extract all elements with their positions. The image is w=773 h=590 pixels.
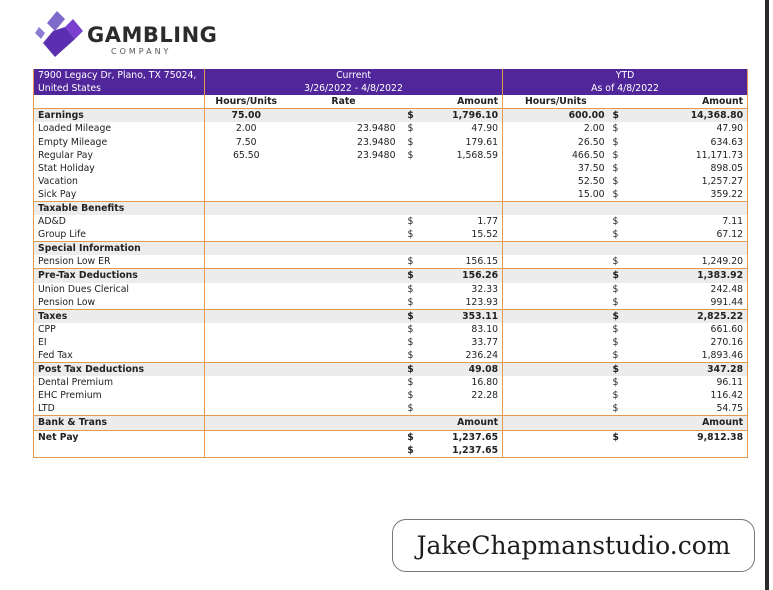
currency-symbol: $ <box>612 136 619 148</box>
company-subtitle: COMPANY <box>111 47 172 56</box>
cell-earnings-rows-0-amount: 47.90 <box>422 122 503 135</box>
currency-symbol: $ <box>407 229 414 241</box>
cell-taxes-rows-2-amount: 236.24 <box>422 349 503 363</box>
earnings-row <box>34 175 748 188</box>
cell-special_information-rows-0-amount: 156.15 <box>422 255 503 269</box>
currency-symbol: $ <box>612 336 619 348</box>
column-header-row <box>34 95 748 109</box>
cell-pre_tax-rows-0-ytd_amount: 242.48 <box>631 283 748 296</box>
cell-bank-title: Bank & Trans <box>34 416 205 430</box>
currency-symbol: $ <box>612 377 619 389</box>
cell-earnings-total_amount: 1,796.10 <box>422 109 503 123</box>
cell-post_tax-rows-1-amount: 22.28 <box>422 389 503 402</box>
col-rate: Rate <box>331 96 356 108</box>
cell-net_pay-label: Net Pay <box>34 430 205 444</box>
cell-earnings-rows-1-ytd_amount: 634.63 <box>631 135 748 148</box>
cell-earnings-title: Earnings <box>34 109 205 123</box>
cell-earnings-rows-4-ytd_amount: 1,257.27 <box>631 175 748 188</box>
pre_tax-row <box>34 283 748 296</box>
cell-earnings-total_hours: 75.00 <box>205 109 288 123</box>
cell-earnings-rows-5-ytd_amount: 359.22 <box>631 188 748 202</box>
cell-taxable_benefits-rows-0-ytd_amount: 7.11 <box>631 215 748 228</box>
currency-symbol: $ <box>612 188 619 200</box>
currency-symbol: $ <box>407 216 414 228</box>
cell-earnings-rows-3-label: Stat Holiday <box>34 162 205 175</box>
cell-taxes-rows-0-amount: 83.10 <box>422 323 503 336</box>
currency-symbol: $ <box>407 323 414 335</box>
cell-earnings-rows-2-rate: 23.9480 <box>357 149 396 161</box>
cell-pre_tax-rows-1-label: Pension Low <box>34 296 205 310</box>
currency-symbol: $ <box>612 390 619 402</box>
currency-symbol: $ <box>400 444 422 458</box>
cell-post_tax-title: Post Tax Deductions <box>34 363 205 377</box>
col-ytd-amount: Amount <box>631 95 748 109</box>
cell-earnings-rows-2-ytd_amount: 11,171.73 <box>631 149 748 162</box>
taxable_benefits-row <box>34 215 748 228</box>
currency-symbol: $ <box>400 269 422 283</box>
cell-taxes-ytd_total: 2,825.22 <box>631 309 748 323</box>
currency-symbol: $ <box>407 123 414 135</box>
cell-post_tax-ytd_total: 347.28 <box>631 363 748 377</box>
currency-symbol: $ <box>612 216 619 228</box>
cell-post_tax-rows-2-ytd_amount: 54.75 <box>631 402 748 416</box>
currency-symbol: $ <box>407 336 414 348</box>
currency-symbol: $ <box>407 390 414 402</box>
cell-pre_tax-ytd_total: 1,383.92 <box>631 269 748 283</box>
cell-earnings-rows-1-label: Empty Mileage <box>34 135 205 148</box>
taxes-row <box>34 323 748 336</box>
currency-symbol: $ <box>612 283 619 295</box>
currency-symbol: $ <box>612 149 619 161</box>
currency-symbol: $ <box>612 256 619 268</box>
earnings-row <box>34 188 748 202</box>
earnings-row <box>34 135 748 148</box>
section-special-information <box>34 242 748 256</box>
cell-pre_tax-total: 156.26 <box>422 269 503 283</box>
cell-taxes-total: 353.11 <box>422 309 503 323</box>
cell-special_information-rows-0-ytd_amount: 1,249.20 <box>631 255 748 269</box>
post_tax-row <box>34 389 748 402</box>
cell-net_pay-amount: 1,237.65 <box>422 430 503 444</box>
section-taxable-benefits <box>34 201 748 215</box>
cell-earnings-rows-0-ytd_amount: 47.90 <box>631 122 748 135</box>
cell-earnings-rows-1-amount: 179.61 <box>422 135 503 148</box>
earnings-row <box>34 162 748 175</box>
taxable_benefits-row <box>34 228 748 242</box>
currency-symbol: $ <box>407 377 414 389</box>
cell-taxes-rows-1-label: EI <box>34 336 205 349</box>
cell-earnings-rows-1-rate: 23.9480 <box>357 136 396 148</box>
currency-symbol: $ <box>612 162 619 174</box>
cell-special_information-title: Special Information <box>34 242 205 256</box>
cell-earnings-rows-3-ytd_amount: 898.05 <box>631 162 748 175</box>
taxes-row <box>34 349 748 363</box>
cell-taxable_benefits-rows-1-amount: 15.52 <box>422 228 503 242</box>
currency-symbol: $ <box>612 123 619 135</box>
cell-earnings-rows-2-amount: 1,568.59 <box>422 149 503 162</box>
currency-symbol: $ <box>609 309 631 323</box>
cell-pre_tax-rows-1-amount: 123.93 <box>422 296 503 310</box>
pre_tax-row <box>34 296 748 310</box>
currency-symbol: $ <box>407 296 414 308</box>
page-edge-line <box>765 0 769 590</box>
employer-address-line2: United States <box>34 82 205 95</box>
cell-earnings-rows-0-hours: 2.00 <box>235 123 257 135</box>
company-logo <box>35 9 218 59</box>
currency-symbol: $ <box>609 363 631 377</box>
cell-special_information-rows-0-label: Pension Low ER <box>34 255 205 269</box>
net-pay-row <box>34 430 748 444</box>
special_information-row <box>34 255 748 269</box>
cell-earnings-rows-4-label: Vacation <box>34 175 205 188</box>
currency-symbol: $ <box>612 323 619 335</box>
cell-taxable_benefits-rows-0-label: AD&D <box>34 215 205 228</box>
cell-net_pay-ytd_amount: 9,812.38 <box>631 430 748 444</box>
cell-pre_tax-rows-1-ytd_amount: 991.44 <box>631 296 748 310</box>
currency-symbol: $ <box>609 109 631 123</box>
cell-taxes-rows-1-amount: 33.77 <box>422 336 503 349</box>
cell-pre_tax-rows-0-amount: 32.33 <box>422 283 503 296</box>
cell-earnings-rows-2-hours: 65.50 <box>232 149 260 161</box>
col-hours: Hours/Units <box>215 96 278 108</box>
deposit-row <box>34 444 748 458</box>
currency-symbol: $ <box>407 256 414 268</box>
cell-post_tax-rows-1-ytd_amount: 116.42 <box>631 389 748 402</box>
cell-post_tax-rows-1-label: EHC Premium <box>34 389 205 402</box>
section-taxes <box>34 309 748 323</box>
pay-stub-table <box>33 69 748 458</box>
cell-taxable_benefits-rows-1-ytd_amount: 67.12 <box>631 228 748 242</box>
post_tax-row <box>34 376 748 389</box>
currency-symbol: $ <box>612 350 619 362</box>
cell-taxable_benefits-title: Taxable Benefits <box>34 201 205 215</box>
cell-taxes-title: Taxes <box>34 309 205 323</box>
cell-post_tax-rows-0-label: Dental Premium <box>34 376 205 389</box>
cell-taxable_benefits-rows-1-label: Group Life <box>34 228 205 242</box>
currency-symbol: $ <box>612 229 619 241</box>
cell-earnings-rows-2-ytd_hours: 466.50 <box>572 149 605 161</box>
cell-earnings-rows-4-ytd_hours: 52.50 <box>577 175 605 187</box>
cell-net_pay-deposit_amount: 1,237.65 <box>422 444 503 458</box>
header-row-2 <box>34 82 748 95</box>
cell-earnings-rows-2-label: Regular Pay <box>34 149 205 162</box>
currency-symbol: $ <box>407 136 414 148</box>
cell-post_tax-total: 49.08 <box>422 363 503 377</box>
currency-symbol: $ <box>400 309 422 323</box>
company-name: GAMBLING <box>87 23 218 47</box>
currency-symbol: $ <box>612 296 619 308</box>
cell-earnings-ytd_hours: 600.00 <box>503 109 609 123</box>
ytd-period: As of 4/8/2022 <box>503 82 748 95</box>
cell-earnings-rows-1-hours: 7.50 <box>235 136 257 148</box>
cell-taxes-rows-1-ytd_amount: 270.16 <box>631 336 748 349</box>
earnings-row <box>34 149 748 162</box>
cell-earnings-rows-1-ytd_hours: 26.50 <box>577 136 605 148</box>
currency-symbol: $ <box>400 109 422 123</box>
cell-earnings-rows-0-label: Loaded Mileage <box>34 122 205 135</box>
header-row-1 <box>34 69 748 82</box>
cell-taxes-rows-0-ytd_amount: 661.60 <box>631 323 748 336</box>
currency-symbol: $ <box>407 283 414 295</box>
currency-symbol: $ <box>612 175 619 187</box>
logo-cube-icon <box>35 9 87 59</box>
ytd-label: YTD <box>503 69 748 82</box>
section-pre-tax-deductions <box>34 269 748 283</box>
cell-bank-ytd_amount_label: Amount <box>631 416 748 430</box>
current-period: 3/26/2022 - 4/8/2022 <box>205 82 503 95</box>
currency-symbol: $ <box>407 350 414 362</box>
cell-bank-amount_label: Amount <box>422 416 503 430</box>
currency-symbol: $ <box>407 149 414 161</box>
currency-symbol: $ <box>612 403 619 415</box>
current-label: Current <box>205 69 503 82</box>
currency-symbol: $ <box>609 269 631 283</box>
currency-symbol: $ <box>400 363 422 377</box>
cell-earnings-rows-5-ytd_hours: 15.00 <box>577 188 605 200</box>
currency-symbol: $ <box>609 430 631 444</box>
cell-post_tax-rows-0-ytd_amount: 96.11 <box>631 376 748 389</box>
cell-pre_tax-rows-0-label: Union Dues Clerical <box>34 283 205 296</box>
currency-symbol: $ <box>400 430 422 444</box>
cell-pre_tax-title: Pre-Tax Deductions <box>34 269 205 283</box>
cell-earnings-rows-5-label: Sick Pay <box>34 188 205 202</box>
cell-earnings-rows-0-rate: 23.9480 <box>357 123 396 135</box>
cell-taxes-rows-0-label: CPP <box>34 323 205 336</box>
watermark: JakeChapmanstudio.com <box>392 519 755 572</box>
col-amount: Amount <box>422 95 503 109</box>
taxes-row <box>34 336 748 349</box>
cell-taxable_benefits-rows-0-amount: 1.77 <box>422 215 503 228</box>
cell-earnings-rows-0-ytd_hours: 2.00 <box>583 123 605 135</box>
employer-address-line1: 7900 Legacy Dr, Plano, TX 75024, <box>34 69 205 82</box>
cell-earnings-rows-3-ytd_hours: 37.50 <box>577 162 605 174</box>
post_tax-row <box>34 402 748 416</box>
cell-earnings-ytd_amount: 14,368.80 <box>631 109 748 123</box>
cell-taxes-rows-2-label: Fed Tax <box>34 349 205 363</box>
section-bank-trans <box>34 416 748 430</box>
earnings-row <box>34 122 748 135</box>
section-post-tax-deductions <box>34 363 748 377</box>
cell-post_tax-rows-0-amount: 16.80 <box>422 376 503 389</box>
cell-post_tax-rows-2-label: LTD <box>34 402 205 416</box>
currency-symbol: $ <box>407 403 414 415</box>
cell-taxes-rows-2-ytd_amount: 1,893.46 <box>631 349 748 363</box>
col-ytd-hours: Hours/Units <box>524 96 587 108</box>
section-earnings <box>34 109 748 123</box>
